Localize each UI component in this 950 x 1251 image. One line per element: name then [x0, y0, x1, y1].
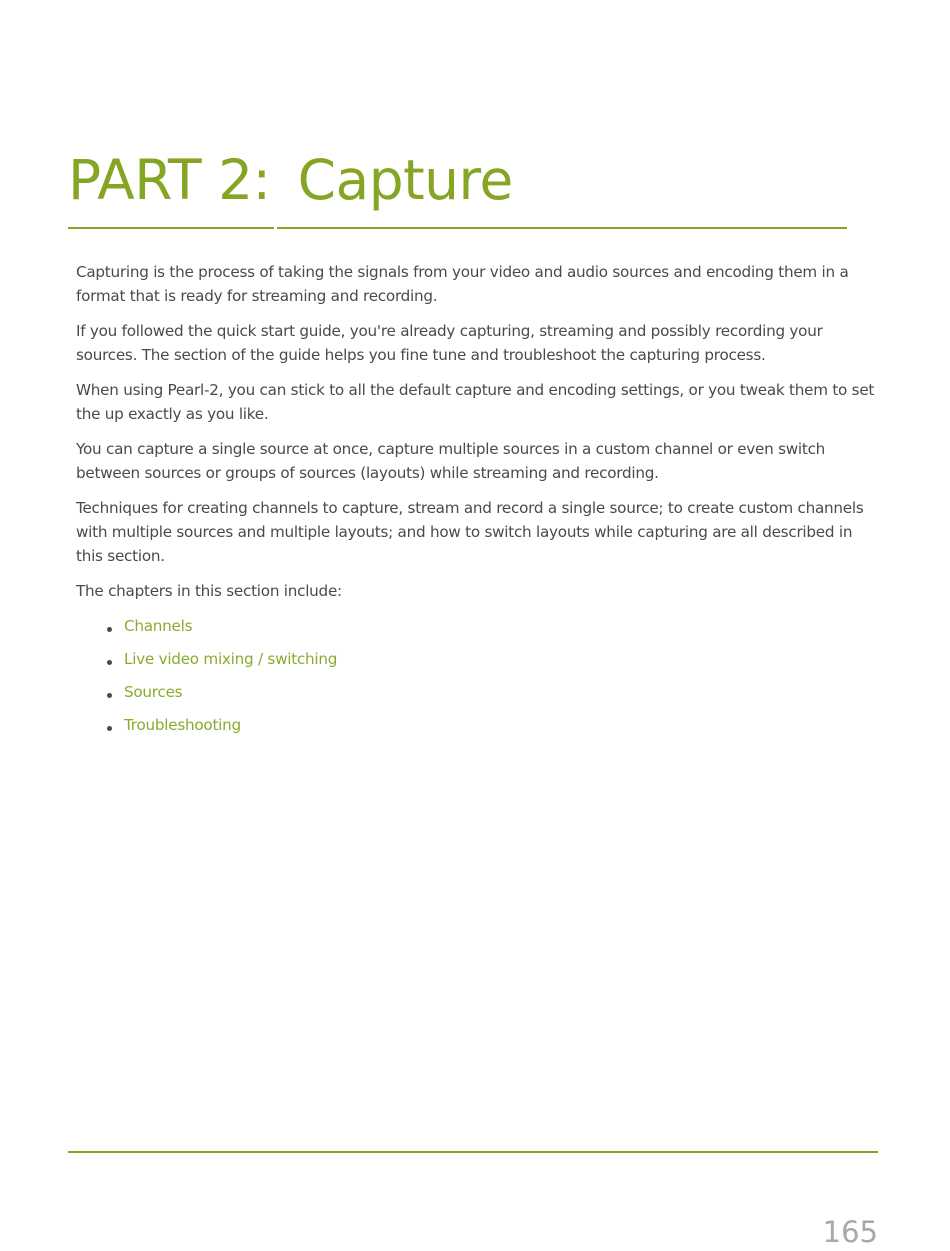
bullet-icon: [107, 627, 112, 632]
chapter-link-channels[interactable]: Channels: [124, 617, 193, 635]
title-rule-right: [277, 227, 847, 229]
part-label: PART 2:: [68, 148, 271, 212]
page-number: 165: [822, 1215, 878, 1249]
chapter-link-troubleshooting[interactable]: Troubleshooting: [124, 716, 241, 734]
footer-rule: [68, 1151, 878, 1153]
settings-paragraph: When using Pearl-2, you can stick to all the default capture and encoding settings, or you tweak them to set the up exactly as you like.: [76, 381, 875, 423]
chapter-link-live-video-mixing[interactable]: Live video mixing / switching: [124, 650, 338, 668]
bullet-icon: [107, 693, 112, 698]
techniques-paragraph: Techniques for creating channels to capture, stream and record a single source; to create custom channels with multiple sources and multiple layouts; and how to switch layouts while capturing are all described in this section.: [76, 499, 864, 565]
sources-paragraph: You can capture a single source at once, capture multiple sources in a custom channel or even switch between sources or groups of sources (layouts) while streaming and recording.: [76, 440, 826, 482]
chapters-intro: The chapters in this section include:: [76, 582, 342, 600]
list-item: [76, 713, 876, 746]
quick-start-paragraph: If you followed the quick start guide, you're already capturing, streaming and possibly recording your sources. The section of the guide helps you fine tune and troubleshoot the capturing process.: [76, 322, 823, 364]
list-item: [76, 614, 876, 647]
list-item: [76, 647, 876, 680]
page-title: [68, 142, 513, 218]
bullet-icon: [107, 726, 112, 731]
title-rule-left: [68, 227, 274, 229]
chapter-link-sources[interactable]: Sources: [124, 683, 183, 701]
chapter-list: [76, 614, 876, 746]
part-title: Capture: [297, 148, 513, 212]
bullet-icon: [107, 660, 112, 665]
list-item: [76, 680, 876, 713]
body-content: [76, 260, 876, 746]
intro-paragraph: Capturing is the process of taking the signals from your video and audio sources and encoding them in a format that is ready for streaming and recording.: [76, 263, 849, 305]
